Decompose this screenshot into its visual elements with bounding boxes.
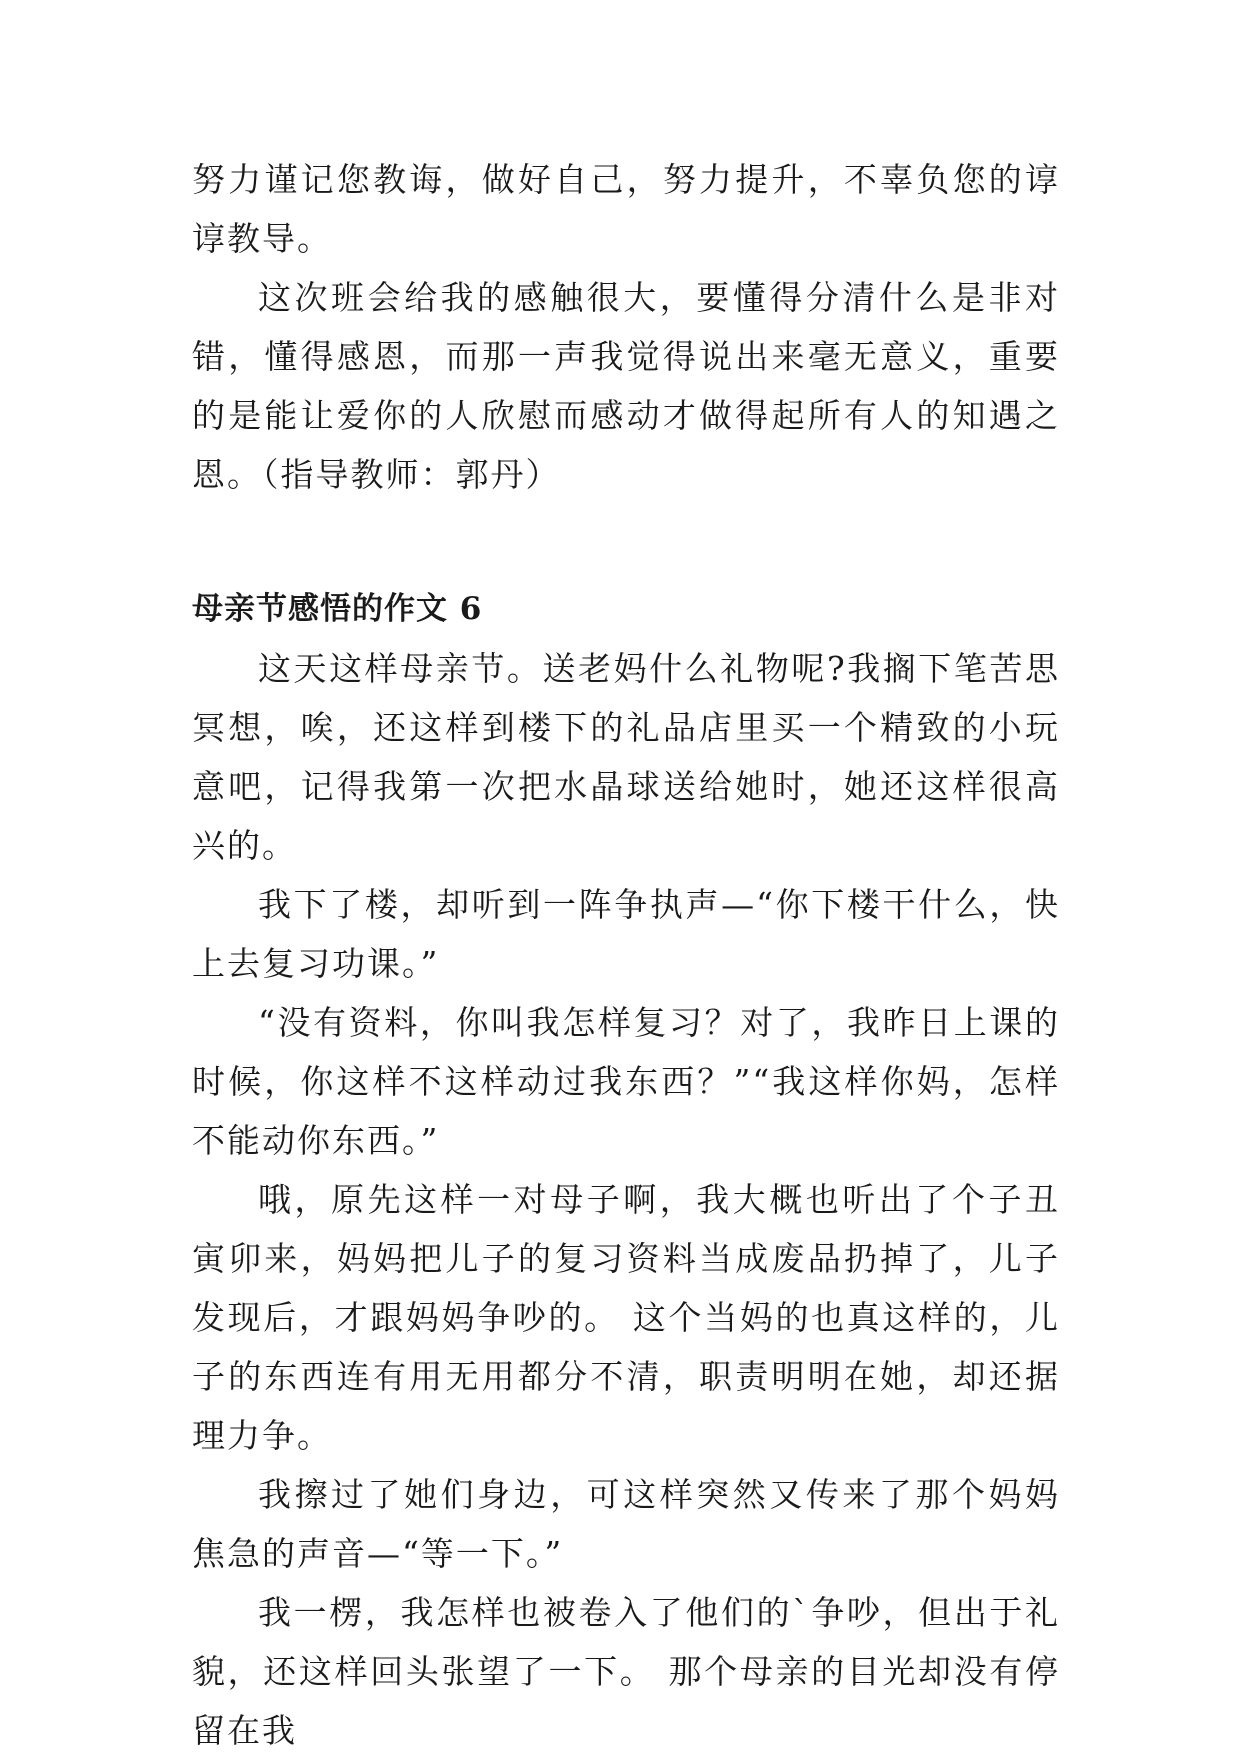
paragraph-gift: 这天这样母亲节。送老妈什么礼物呢?我搁下笔苦思冥想，唉，还这样到楼下的礼品店里买一个精致的小玩意吧，记得我第一次把水晶球送给她时，她还这样很高兴的。 [192, 649, 1060, 865]
document-body [192, 150, 1060, 1760]
section-title: 母亲节感悟的作文 6 [192, 591, 483, 627]
paragraph-class-meeting: 这次班会给我的感触很大，要懂得分清什么是非对错，懂得感恩，而那一声我觉得说出来毫无意义，重要的是能让爱你的人欣慰而感动才做得起所有人的知遇之恩。（指导教师：郭丹） [192, 278, 1060, 494]
paragraph-realization: 哦，原先这样一对母子啊，我大概也听出了个子丑寅卯来，妈妈把儿子的复习资料当成废品扔掉了，儿子发现后，才跟妈妈争吵的。 这个当妈的也真这样的，儿子的东西连有用无用都分不清，职责明明在她，却还据理力争。 [192, 1180, 1060, 1455]
paragraph-dialogue: “没有资料，你叫我怎样复习？对了，我昨日上课的时候，你这样不这样动过我东西？”“我这样你妈，怎样不能动你东西。” [192, 1003, 1060, 1160]
paragraph-argument: 我下了楼，却听到一阵争执声—“你下楼干什么，快上去复习功课。” [192, 885, 1060, 983]
paragraph-glance: 我一楞，我怎样也被卷入了他们的`争吵，但出于礼貌，还这样回头张望了一下。 那个母亲的目光却没有停留在我 [192, 1593, 1060, 1750]
paragraph-wait: 我擦过了她们身边，可这样突然又传来了那个妈妈焦急的声音—“等一下。” [192, 1475, 1060, 1573]
paragraph-continuation: 努力谨记您教诲，做好自己，努力提升，不辜负您的谆谆教导。 [192, 160, 1060, 258]
